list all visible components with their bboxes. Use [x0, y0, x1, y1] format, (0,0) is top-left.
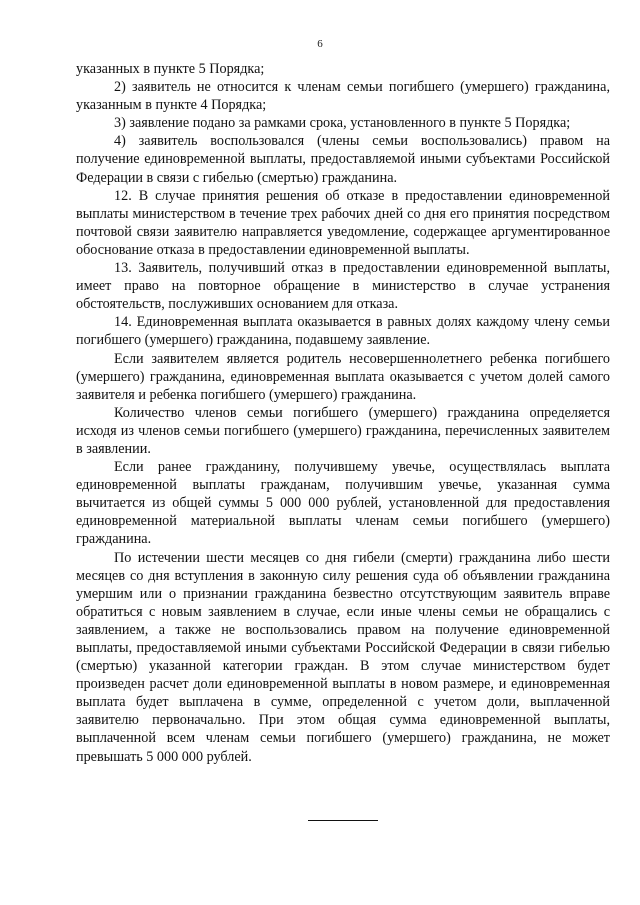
- paragraph-injury-deduction: Если ранее гражданину, получившему увечье, осуществлялась выплата единовременной выплаты гражданам, получившим увечье, указанная сумма вычитается из общей суммы 5 000 000 рублей, установленной для предоставления единовременной материальной выплаты членам семьи погибшего (умершего) гражданина.: [76, 459, 610, 548]
- paragraph-continuation: указанных в пункте 5 Порядка;: [76, 61, 265, 77]
- paragraph-clause-12: 12. В случае принятия решения об отказе в предоставлении единовременной выплаты министерством в течение трех рабочих дней со дня его принятия посредством почтовой связи заявителю направляется уведомление, содержащее аргументированное обоснование отказа в предоставлении единовременной выплаты.: [76, 187, 610, 258]
- paragraph-six-months: По истечении шести месяцев со дня гибели (смерти) гражданина либо шести месяцев со дня вступления в законную силу решения суда об объявлении гражданина умершим или о признании гражданина безвестно отсутствующим заявитель вправе обратиться с новым заявлением в случае, если иные члены семьи не обращались с заявлением, а также не воспользовались правом на получение единовременной выплаты, предоставляемой иными субъектами Российской Федерации в связи гибелью (смертью) указанной категории граждан. В этом случае министерством будет произведен расчет доли единовременной выплаты в новом размере, и единовременная выплата будет выплачена в сумме, определенной с учетом доли, выплаченной заявителю первоначально. При этом общая сумма единовременной выплаты, выплаченной всем членам семьи погибшего (умершего) гражданина, не может превышать 5 000 000 рублей.: [76, 549, 610, 765]
- paragraph-item-3: 3) заявление подано за рамками срока, установленного в пункте 5 Порядка;: [114, 115, 571, 132]
- paragraph-parent-of-minor: Если заявителем является родитель несовершеннолетнего ребенка погибшего (умершего) гражданина, единовременная выплата оказывается с учетом долей самого заявителя и ребенка погибшего (умершего) гражданина.: [76, 350, 610, 403]
- paragraph-clause-13: 13. Заявитель, получивший отказ в предоставлении единовременной выплаты, имеет право на повторное обращение в министерство в случае устранения обстоятельств, послуживших основанием для отказа.: [76, 260, 610, 313]
- end-of-document-line: [308, 820, 378, 821]
- paragraph-item-4: 4) заявитель воспользовался (члены семьи воспользовались) правом на получение единовременной выплаты, предоставляемой иными субъектами Российской Федерации в связи с гибелью (смертью) гражданина.: [76, 133, 610, 186]
- page-number: 6: [317, 38, 323, 50]
- document-body: [76, 60, 610, 766]
- paragraph-item-2: 2) заявитель не относится к членам семьи погибшего (умершего) гражданина, указанным в пункте 4 Порядка;: [76, 79, 610, 114]
- paragraph-clause-14: 14. Единовременная выплата оказывается в равных долях каждому члену семьи погибшего (умершего) гражданина, подавшему заявление.: [76, 314, 610, 349]
- paragraph-family-count: Количество членов семьи погибшего (умершего) гражданина определяется исходя из членов семьи погибшего (умершего) гражданина, перечисленных заявителем в заявлении.: [76, 404, 610, 457]
